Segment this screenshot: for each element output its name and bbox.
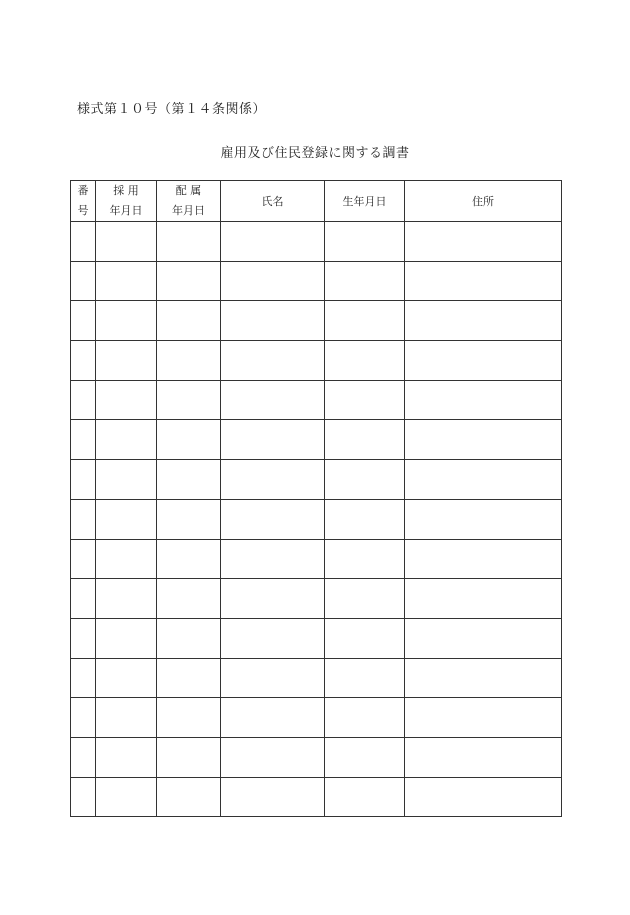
hire-date-cell[interactable] xyxy=(96,579,157,619)
col-header-hire-date xyxy=(96,181,157,222)
assign-date-cell[interactable] xyxy=(157,539,221,579)
assign-date-cell[interactable] xyxy=(157,380,221,420)
birth-date-cell[interactable] xyxy=(325,658,405,698)
assign-date-cell[interactable] xyxy=(157,460,221,500)
table-row xyxy=(71,499,562,539)
name-cell[interactable] xyxy=(221,420,325,460)
col-header-assign-date-line1: 配 属 xyxy=(175,184,202,197)
number-cell[interactable] xyxy=(71,579,96,619)
name-cell[interactable] xyxy=(221,380,325,420)
name-cell[interactable] xyxy=(221,618,325,658)
table-row xyxy=(71,261,562,301)
address-cell[interactable] xyxy=(405,499,562,539)
address-cell[interactable] xyxy=(405,301,562,341)
name-cell[interactable] xyxy=(221,698,325,738)
number-cell[interactable] xyxy=(71,301,96,341)
number-cell[interactable] xyxy=(71,698,96,738)
birth-date-cell[interactable] xyxy=(325,737,405,777)
table-row xyxy=(71,737,562,777)
address-cell[interactable] xyxy=(405,222,562,262)
number-cell[interactable] xyxy=(71,737,96,777)
table-row xyxy=(71,222,562,262)
name-cell[interactable] xyxy=(221,460,325,500)
col-header-birth-date: 生年月日 xyxy=(325,181,405,222)
table-row xyxy=(71,380,562,420)
col-header-assign-date-line2: 年月日 xyxy=(172,204,205,217)
number-cell[interactable] xyxy=(71,618,96,658)
table-body xyxy=(71,222,562,817)
form-number-label: 様式第１０号（第１４条関係） xyxy=(77,102,267,117)
birth-date-cell[interactable] xyxy=(325,618,405,658)
number-cell[interactable] xyxy=(71,460,96,500)
birth-date-cell[interactable] xyxy=(325,460,405,500)
assign-date-cell[interactable] xyxy=(157,737,221,777)
number-cell[interactable] xyxy=(71,222,96,262)
number-cell[interactable] xyxy=(71,499,96,539)
assign-date-cell[interactable] xyxy=(157,777,221,817)
name-cell[interactable] xyxy=(221,222,325,262)
name-cell[interactable] xyxy=(221,777,325,817)
birth-date-cell[interactable] xyxy=(325,261,405,301)
table-row xyxy=(71,777,562,817)
birth-date-cell[interactable] xyxy=(325,420,405,460)
assign-date-cell[interactable] xyxy=(157,579,221,619)
hire-date-cell[interactable] xyxy=(96,539,157,579)
assign-date-cell[interactable] xyxy=(157,618,221,658)
assign-date-cell[interactable] xyxy=(157,420,221,460)
employment-residence-table xyxy=(70,180,562,817)
table-row xyxy=(71,341,562,381)
name-cell[interactable] xyxy=(221,737,325,777)
address-cell[interactable] xyxy=(405,658,562,698)
hire-date-cell[interactable] xyxy=(96,698,157,738)
birth-date-cell[interactable] xyxy=(325,777,405,817)
assign-date-cell[interactable] xyxy=(157,499,221,539)
address-cell[interactable] xyxy=(405,698,562,738)
number-cell[interactable] xyxy=(71,341,96,381)
address-cell[interactable] xyxy=(405,618,562,658)
col-header-number xyxy=(71,181,96,222)
table-row xyxy=(71,698,562,738)
table-row xyxy=(71,460,562,500)
name-cell[interactable] xyxy=(221,539,325,579)
address-cell[interactable] xyxy=(405,737,562,777)
assign-date-cell[interactable] xyxy=(157,301,221,341)
col-header-hire-date-line1: 採 用 xyxy=(113,184,139,197)
assign-date-cell[interactable] xyxy=(157,658,221,698)
name-cell[interactable] xyxy=(221,579,325,619)
col-header-address: 住所 xyxy=(405,181,562,222)
hire-date-cell[interactable] xyxy=(96,777,157,817)
number-cell[interactable] xyxy=(71,658,96,698)
birth-date-cell[interactable] xyxy=(325,222,405,262)
col-header-assign-date xyxy=(157,181,221,222)
name-cell[interactable] xyxy=(221,658,325,698)
table-row xyxy=(71,420,562,460)
hire-date-cell[interactable] xyxy=(96,618,157,658)
hire-date-cell[interactable] xyxy=(96,499,157,539)
number-cell[interactable] xyxy=(71,380,96,420)
name-cell[interactable] xyxy=(221,341,325,381)
table-row xyxy=(71,301,562,341)
address-cell[interactable] xyxy=(405,777,562,817)
address-cell[interactable] xyxy=(405,460,562,500)
hire-date-cell[interactable] xyxy=(96,658,157,698)
hire-date-cell[interactable] xyxy=(96,420,157,460)
table-row xyxy=(71,618,562,658)
assign-date-cell[interactable] xyxy=(157,222,221,262)
birth-date-cell[interactable] xyxy=(325,380,405,420)
table-row xyxy=(71,539,562,579)
birth-date-cell[interactable] xyxy=(325,539,405,579)
address-cell[interactable] xyxy=(405,539,562,579)
table-row xyxy=(71,658,562,698)
assign-date-cell[interactable] xyxy=(157,261,221,301)
col-header-name: 氏名 xyxy=(221,181,325,222)
hire-date-cell[interactable] xyxy=(96,301,157,341)
hire-date-cell[interactable] xyxy=(96,222,157,262)
address-cell[interactable] xyxy=(405,380,562,420)
col-header-number-line2: 号 xyxy=(77,204,89,217)
number-cell[interactable] xyxy=(71,777,96,817)
table-header-row xyxy=(71,181,562,222)
assign-date-cell[interactable] xyxy=(157,341,221,381)
address-cell[interactable] xyxy=(405,261,562,301)
table-row xyxy=(71,579,562,619)
number-cell[interactable] xyxy=(71,420,96,460)
address-cell[interactable] xyxy=(405,341,562,381)
address-cell[interactable] xyxy=(405,579,562,619)
name-cell[interactable] xyxy=(221,261,325,301)
birth-date-cell[interactable] xyxy=(325,698,405,738)
assign-date-cell[interactable] xyxy=(157,698,221,738)
hire-date-cell[interactable] xyxy=(96,737,157,777)
birth-date-cell[interactable] xyxy=(325,499,405,539)
col-header-hire-date-line2: 年月日 xyxy=(109,204,143,217)
col-header-number-line1: 番 xyxy=(77,184,89,197)
hire-date-cell[interactable] xyxy=(96,261,157,301)
birth-date-cell[interactable] xyxy=(325,301,405,341)
number-cell[interactable] xyxy=(71,261,96,301)
name-cell[interactable] xyxy=(221,499,325,539)
address-cell[interactable] xyxy=(405,420,562,460)
hire-date-cell[interactable] xyxy=(96,341,157,381)
hire-date-cell[interactable] xyxy=(96,380,157,420)
name-cell[interactable] xyxy=(221,301,325,341)
number-cell[interactable] xyxy=(71,539,96,579)
document-title: 雇用及び住民登録に関する調書 xyxy=(220,146,410,161)
birth-date-cell[interactable] xyxy=(325,579,405,619)
birth-date-cell[interactable] xyxy=(325,341,405,381)
hire-date-cell[interactable] xyxy=(96,460,157,500)
